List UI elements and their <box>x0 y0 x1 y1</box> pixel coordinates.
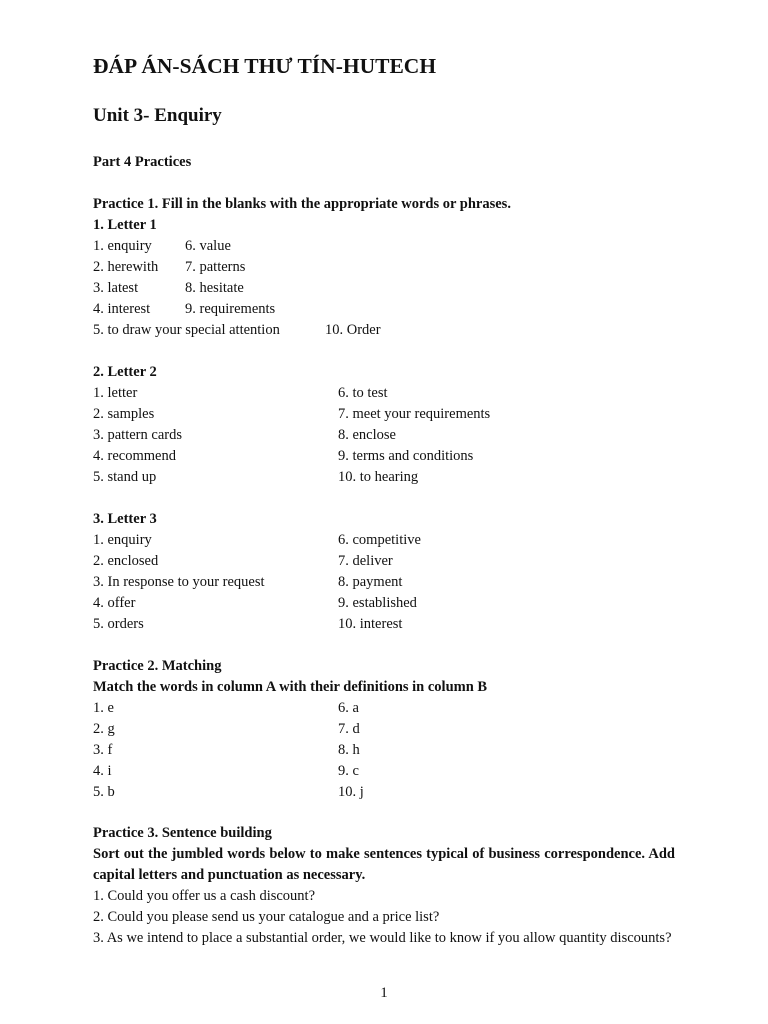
answer-left: 5. orders <box>93 616 144 632</box>
list-item <box>93 299 276 319</box>
answer-right: 9. requirements <box>185 301 276 317</box>
answer-right: 7. deliver <box>338 553 393 569</box>
list-item <box>93 614 403 634</box>
answer-left: 4. recommend <box>93 448 176 464</box>
answer-left: 1. e <box>93 700 114 716</box>
list-item <box>93 425 396 445</box>
answer-right: 10. Order <box>325 322 381 338</box>
answer-right: 9. c <box>338 763 359 779</box>
answer-right: 6. to test <box>338 385 388 401</box>
list-item <box>93 278 244 298</box>
answer-right: 6. value <box>185 238 231 254</box>
letter-1-heading: 1. Letter 1 <box>93 217 157 233</box>
answer-right: 7. patterns <box>185 259 246 275</box>
list-item <box>93 467 419 487</box>
answer-left: 3. latest <box>93 280 139 296</box>
list-item <box>93 761 359 781</box>
list-item: 3. As we intend to place a substantial order, we would like to know if you allow quantity discounts? <box>93 930 672 946</box>
answer-left: 3. pattern cards <box>93 427 182 443</box>
answer-left: 1. letter <box>93 385 138 401</box>
list-item <box>93 593 417 613</box>
practice-1-heading: Practice 1. Fill in the blanks with the appropriate words or phrases. <box>93 196 511 212</box>
list-item <box>93 572 403 592</box>
answer-left: 5. to draw your special attention <box>93 322 280 338</box>
practice-3-heading: Practice 3. Sentence building <box>93 825 272 841</box>
answer-left: 3. f <box>93 742 113 758</box>
part-heading: Part 4 Practices <box>93 154 192 170</box>
list-item: 2. Could you please send us your catalogue and a price list? <box>93 909 440 925</box>
answer-right: 6. a <box>338 700 359 716</box>
answer-right: 10. j <box>338 784 364 800</box>
answer-left: 4. interest <box>93 301 151 317</box>
answer-left: 2. herewith <box>93 259 159 275</box>
answer-right: 6. competitive <box>338 532 421 548</box>
answer-left: 4. i <box>93 763 112 779</box>
answer-left: 4. offer <box>93 595 136 611</box>
list-item <box>93 698 359 718</box>
answer-right: 10. interest <box>338 616 403 632</box>
answer-left: 3. In response to your request <box>93 574 265 590</box>
list-item <box>93 530 421 550</box>
answer-right: 8. hesitate <box>185 280 244 296</box>
list-item <box>93 257 246 277</box>
answer-right: 9. terms and conditions <box>338 448 474 464</box>
answer-right: 10. to hearing <box>338 469 419 485</box>
answer-left: 5. stand up <box>93 469 157 485</box>
practice-2-heading: Practice 2. Matching <box>93 658 222 674</box>
answer-left: 1. enquiry <box>93 532 152 548</box>
answer-left: 5. b <box>93 784 115 800</box>
practice-3-instruction: Sort out the jumbled words below to make sentences typical of business correspondence. Add capital letters and punctuation as necessary. <box>93 846 675 883</box>
document-title: ĐÁP ÁN-SÁCH THƯ TÍN-HUTECH <box>93 54 437 78</box>
letter-2-heading: 2. Letter 2 <box>93 364 157 380</box>
list-item <box>93 446 474 466</box>
answer-right: 7. d <box>338 721 360 737</box>
practice-2-instruction: Match the words in column A with their definitions in column B <box>93 679 488 695</box>
list-item <box>93 551 393 571</box>
list-item <box>93 404 491 424</box>
answer-right: 8. h <box>338 742 360 758</box>
answer-right: 8. enclose <box>338 427 396 443</box>
list-item <box>93 719 360 739</box>
answer-left: 1. enquiry <box>93 238 152 254</box>
answer-right: 8. payment <box>338 574 403 590</box>
list-item <box>93 236 231 256</box>
list-item <box>93 740 360 760</box>
list-item <box>93 320 381 340</box>
answer-left: 2. samples <box>93 406 155 422</box>
answer-right: 9. established <box>338 595 417 611</box>
answer-left: 2. g <box>93 721 115 737</box>
list-item <box>93 383 388 403</box>
unit-heading: Unit 3- Enquiry <box>93 105 222 126</box>
letter-3-heading: 3. Letter 3 <box>93 511 157 527</box>
page-number: 1 <box>380 985 388 1001</box>
answer-right: 7. meet your requirements <box>338 406 491 422</box>
answer-left: 2. enclosed <box>93 553 159 569</box>
list-item: 1. Could you offer us a cash discount? <box>93 888 316 904</box>
list-item <box>93 782 364 802</box>
